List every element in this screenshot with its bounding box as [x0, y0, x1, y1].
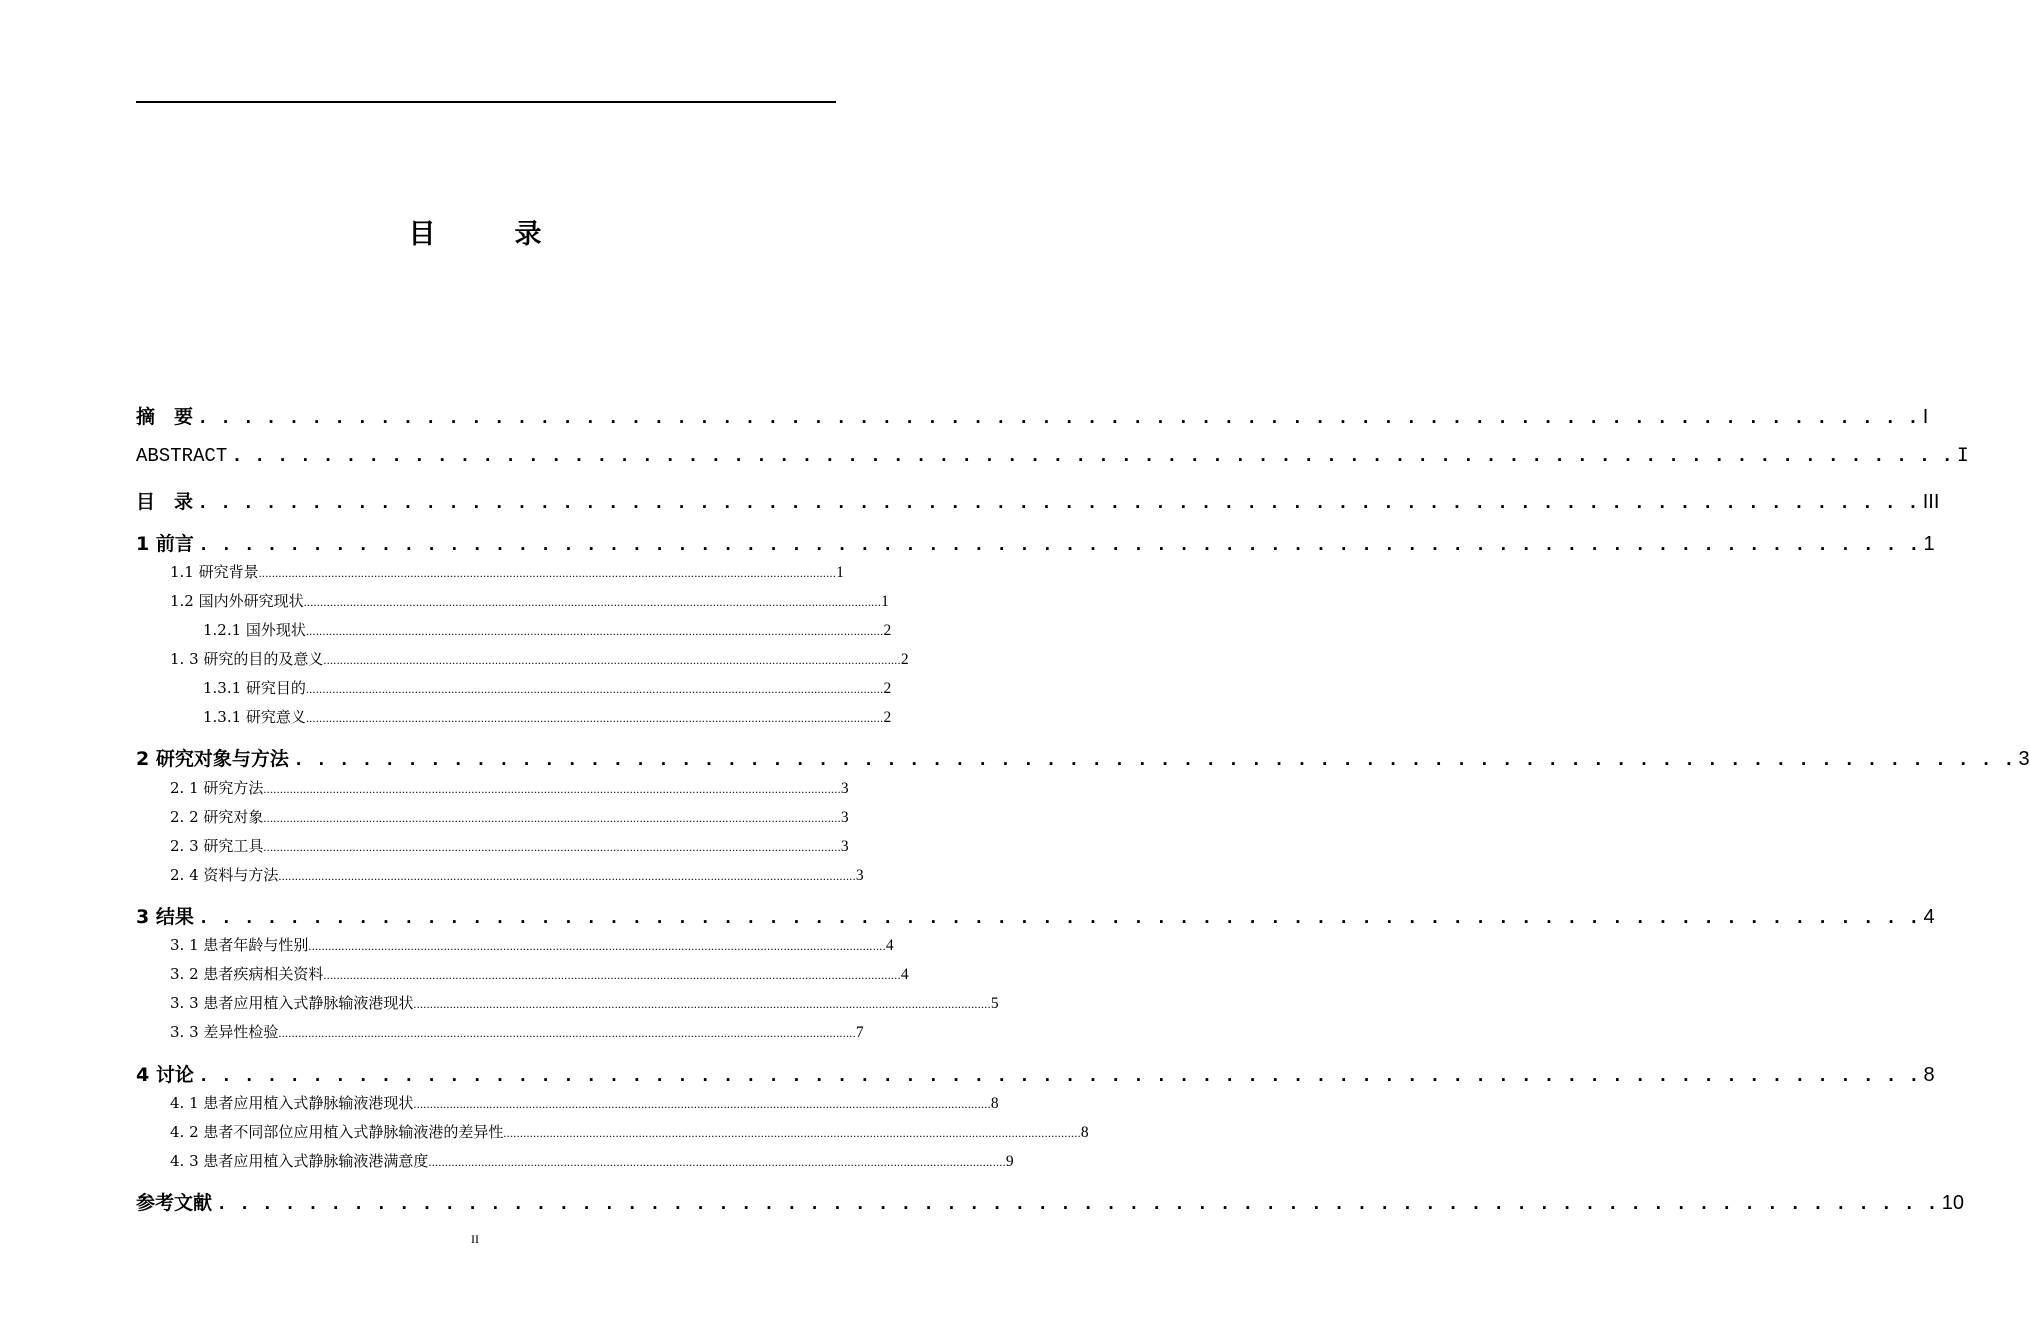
toc-entry-chapter-1[interactable]: [136, 529, 1935, 557]
toc-entry-3-2[interactable]: [170, 963, 909, 985]
toc-label: 1. 3 研究的目的及意义: [170, 650, 324, 668]
toc-entry-2-2[interactable]: [170, 806, 849, 828]
toc-label: 目 录: [136, 491, 194, 513]
dot-leader: ...............................................................................................................................................................................: [263, 840, 841, 854]
header-rule: [136, 101, 836, 103]
toc-page-number: 3: [855, 867, 864, 884]
toc-page-number: 8: [990, 1095, 999, 1112]
toc-entry-1-3[interactable]: [170, 648, 909, 670]
toc-entry-1-2[interactable]: [170, 590, 889, 612]
dot-leader: . . . . . . . . . . . . . . . . . . . . . . . . . . . . . . . . . . . . . . . . . . . . . . . . . . . . . . . . . . . . . . . . . . . . . . . . . . . .: [197, 534, 1920, 556]
toc-label: 3. 3 患者应用植入式静脉输液港现状: [170, 994, 414, 1012]
toc-page-number: 1: [881, 593, 889, 610]
toc-page-number: 7: [855, 1024, 864, 1041]
toc-label: 4. 3 患者应用植入式静脉输液港满意度: [170, 1152, 429, 1170]
toc-label: 1 前言: [136, 533, 194, 555]
dot-leader: ...............................................................................................................................................................................: [323, 968, 901, 982]
toc-label: ABSTRACT: [136, 445, 228, 467]
toc-entry-2-3[interactable]: [170, 835, 849, 857]
dot-leader: . . . . . . . . . . . . . . . . . . . . . . . . . . . . . . . . . . . . . . . . . . . . . . . . . . . . . . . . . . . . . . . . . . . . . . . . . . . .: [292, 749, 2015, 771]
dot-leader: . . . . . . . . . . . . . . . . . . . . . . . . . . . . . . . . . . . . . . . . . . . . . . . . . . . . . . . . . . . . . . . . . . . . . . . . . . . .: [197, 907, 1920, 929]
toc-page-number: 3: [840, 780, 849, 797]
toc-entry-3-3b[interactable]: [170, 1021, 864, 1043]
toc-page-number: 3: [840, 809, 849, 826]
toc-page-number: 5: [990, 995, 999, 1012]
toc-label: 摘 要: [136, 406, 194, 428]
toc-entry-4-3[interactable]: [170, 1150, 1014, 1172]
toc-page-number: 10: [1941, 1192, 1964, 1214]
dot-leader: ...............................................................................................................................................................................: [428, 1155, 1006, 1169]
toc-entry-1-2-1[interactable]: [203, 619, 892, 641]
toc-page-number: 1: [1923, 533, 1935, 555]
toc-label: 1.1 研究背景: [170, 563, 259, 581]
dot-leader: ...............................................................................................................................................................................: [278, 869, 856, 883]
dot-leader: ...............................................................................................................................................................................: [303, 595, 882, 609]
dot-leader: ...............................................................................................................................................................................: [305, 624, 884, 638]
toc-label: 3. 3 差异性检验: [170, 1023, 279, 1041]
dot-leader: ...............................................................................................................................................................................: [413, 997, 991, 1011]
toc-entry-4-2[interactable]: [170, 1121, 1089, 1143]
toc-entry-2-4[interactable]: [170, 864, 864, 886]
toc-page-number: 8: [1080, 1124, 1089, 1141]
toc-entry-chapter-4[interactable]: [136, 1060, 1935, 1088]
toc-label: 1.3.1 研究目的: [203, 679, 306, 697]
dot-leader: ...............................................................................................................................................................................: [258, 566, 837, 580]
toc-page-number: 4: [1923, 906, 1935, 928]
toc-page-number: 2: [900, 651, 909, 668]
toc-entry-1-3-1b[interactable]: [203, 706, 892, 728]
toc-entry-abstract-cn[interactable]: [136, 402, 1929, 430]
dot-leader: ...............................................................................................................................................................................: [263, 811, 841, 825]
toc-page-number: 1: [836, 564, 844, 581]
toc-page-number: 2: [883, 622, 892, 639]
toc-entry-chapter-2[interactable]: [136, 744, 2030, 772]
dot-leader: ...............................................................................................................................................................................: [278, 1026, 856, 1040]
dot-leader: ...............................................................................................................................................................................: [503, 1126, 1081, 1140]
toc-page-number: 8: [1923, 1064, 1935, 1086]
toc-page-number: 4: [885, 937, 894, 954]
toc-entry-2-1[interactable]: [170, 777, 849, 799]
toc-entry-3-3a[interactable]: [170, 992, 999, 1014]
toc-page-number: 4: [900, 966, 909, 983]
toc-label: 参考文献: [136, 1192, 213, 1214]
toc-entry-3-1[interactable]: [170, 934, 894, 956]
dot-leader: . . . . . . . . . . . . . . . . . . . . . . . . . . . . . . . . . . . . . . . . . . . . . . . . . . . . . . . . . . . . . . . . . . . . . . . . . . . .: [231, 445, 1953, 467]
page-title: 目 录: [408, 219, 568, 250]
toc-entry-references[interactable]: [136, 1188, 1964, 1216]
toc-label: 4. 2 患者不同部位应用植入式静脉输液港的差异性: [170, 1123, 504, 1141]
dot-leader: ...............................................................................................................................................................................: [308, 939, 886, 953]
toc-page-number: 3: [840, 838, 849, 855]
toc-page-number: I: [1922, 406, 1929, 428]
toc-page-number: 2: [883, 709, 892, 726]
dot-leader: . . . . . . . . . . . . . . . . . . . . . . . . . . . . . . . . . . . . . . . . . . . . . . . . . . . . . . . . . . . . . . . . . . . . . . . . . . . .: [197, 492, 1919, 514]
toc-label: 3. 2 患者疾病相关资料: [170, 965, 324, 983]
toc-page-number: I: [1956, 445, 1969, 468]
toc-label: 4. 1 患者应用植入式静脉输液港现状: [170, 1094, 414, 1112]
toc-label: 2. 3 研究工具: [170, 837, 264, 855]
dot-leader: . . . . . . . . . . . . . . . . . . . . . . . . . . . . . . . . . . . . . . . . . . . . . . . . . . . . . . . . . . . . . . . . . . . . . . . . . . . .: [216, 1193, 1938, 1215]
dot-leader: . . . . . . . . . . . . . . . . . . . . . . . . . . . . . . . . . . . . . . . . . . . . . . . . . . . . . . . . . . . . . . . . . . . . . . . . . . . .: [197, 407, 1919, 429]
toc-label: 3. 1 患者年龄与性别: [170, 936, 309, 954]
toc-page-number: III: [1922, 491, 1940, 513]
toc-label: 1.2 国内外研究现状: [170, 592, 304, 610]
toc-entry-1-3-1a[interactable]: [203, 677, 892, 699]
dot-leader: ...............................................................................................................................................................................: [305, 682, 884, 696]
toc-label: 2. 2 研究对象: [170, 808, 264, 826]
dot-leader: ...............................................................................................................................................................................: [413, 1097, 991, 1111]
dot-leader: ...............................................................................................................................................................................: [263, 782, 841, 796]
toc-entry-chapter-3[interactable]: [136, 902, 1935, 930]
toc-label: 1.3.1 研究意义: [203, 708, 306, 726]
dot-leader: ...............................................................................................................................................................................: [305, 711, 884, 725]
toc-entry-contents[interactable]: [136, 487, 1940, 515]
toc-page-number: 9: [1005, 1153, 1014, 1170]
toc-entry-4-1[interactable]: [170, 1092, 999, 1114]
toc-label: 2 研究对象与方法: [136, 748, 289, 770]
toc-label: 4 讨论: [136, 1064, 194, 1086]
toc-label: 2. 4 资料与方法: [170, 866, 279, 884]
toc-label: 1.2.1 国外现状: [203, 621, 306, 639]
toc-page-number: 3: [2018, 748, 2030, 770]
page-number-footer: II: [471, 1232, 479, 1246]
dot-leader: . . . . . . . . . . . . . . . . . . . . . . . . . . . . . . . . . . . . . . . . . . . . . . . . . . . . . . . . . . . . . . . . . . . . . . . . . . . .: [197, 1065, 1920, 1087]
toc-label: 2. 1 研究方法: [170, 779, 264, 797]
toc-label: 3 结果: [136, 906, 194, 928]
toc-entry-1-1[interactable]: [170, 561, 844, 583]
dot-leader: ...............................................................................................................................................................................: [323, 653, 901, 667]
toc-page-number: 2: [883, 680, 892, 697]
toc-entry-abstract-en[interactable]: [136, 445, 1969, 473]
